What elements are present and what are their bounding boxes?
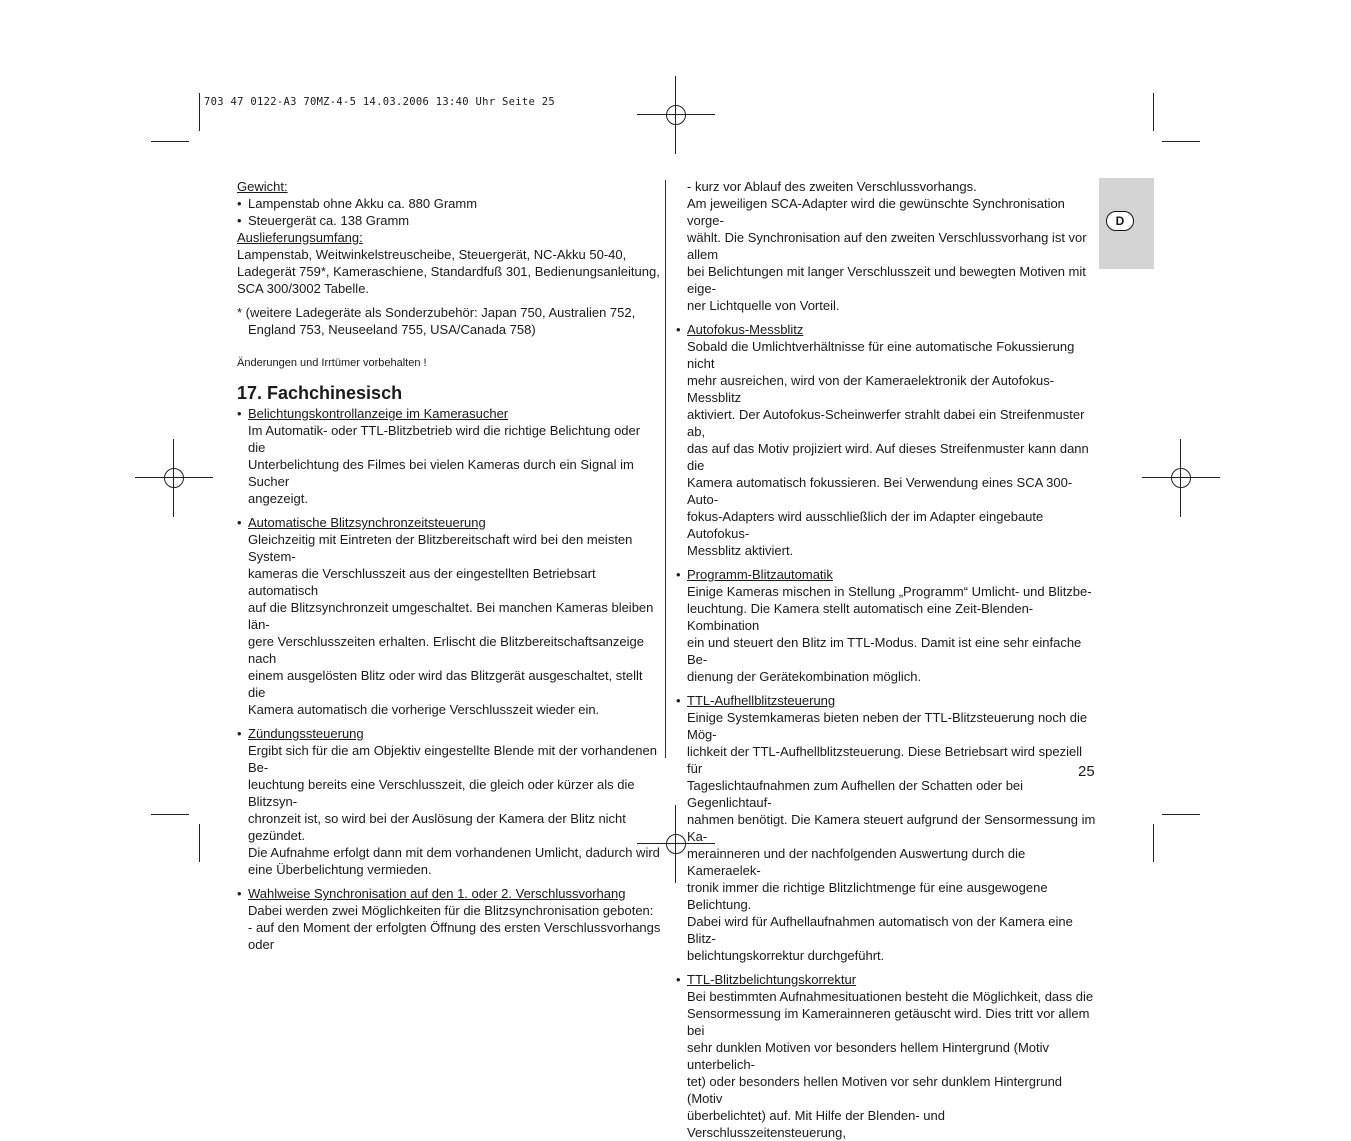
column-divider [665,180,666,758]
lieferumfang-line: Lampenstab, Weitwinkelstreuscheibe, Steuergerät, NC-Akku 50-40, [237,247,627,262]
crop-mark [199,824,200,862]
term-text: leuchtung bereits eine Verschlusszeit, die gleich oder kürzer als die Blitzsyn- [248,777,635,809]
term-label: Wahlweise Synchronisation auf den 1. oder 2. Verschlussvorhang [248,886,626,901]
term-text: chronzeit ist, so wird bei der Auslösung der Kamera der Blitz nicht gezündet. [248,811,626,843]
term-text: Einige Systemkameras bieten neben der TTL-Blitzsteuerung noch die Mög- [687,710,1088,742]
term-text: überbelichtet) auf. Mit Hilfe der Blenden- und Verschlusszeitensteuerung, [687,1108,945,1140]
term-text: leuchtung. Die Kamera stellt automatisch eine Zeit-Blenden-Kombination [687,601,1034,633]
term-heading [676,566,1100,583]
term-text: einem ausgelösten Blitz oder wird das Blitzgerät ausgeschaltet, stellt die [248,668,643,700]
term-text: Dabei werden zwei Möglichkeiten für die Blitzsynchronisation geboten: [248,903,654,918]
section-title: 17. Fachchinesisch [237,383,403,403]
term-text: sehr dunklen Motiven vor besonders hellem Hintergrund (Motiv unterbelich- [687,1040,1050,1072]
term-text: das auf das Motiv projiziert wird. Auf dieses Streifenmuster kann dann die [687,441,1089,473]
term-text: nahmen benötigt. Die Kamera steuert aufgrund der Sensormessung im Ka- [687,812,1096,844]
continuation-text: ner Lichtquelle von Vorteil. [687,298,840,313]
term-text: Gleichzeitig mit Eintreten der Blitzbereitschaft wird bei den meisten System- [248,532,633,564]
term-text: - auf den Moment der erfolgten Öffnung des ersten Verschlussvorhangs oder [248,920,661,952]
term-text: Tageslichtaufnahmen zum Aufhellen der Schatten oder bei Gegenlichtauf- [687,778,1024,810]
continuation-text: - kurz vor Ablauf des zweiten Verschlussvorhangs. [687,179,977,194]
term-text: dienung der Gerätekombination möglich. [687,669,922,684]
term-text: Messblitz aktiviert. [687,543,794,558]
term-text: gere Verschlusszeiten erhalten. Erlischt die Blitzbereitschaftsanzeige nach [248,634,644,666]
crop-mark [1153,824,1154,862]
left-column [237,178,661,953]
term-heading [676,321,1100,338]
term-text: Kamera automatisch die vorherige Verschlusszeit wieder ein. [248,702,600,717]
print-slug: 703 47 0122-A3 70MZ-4-5 14.03.2006 13:40 Uhr Seite 25 [204,96,555,108]
term-heading [237,405,661,422]
term-text: Einige Kameras mischen in Stellung „Programm“ Umlicht- und Blitzbe- [687,584,1092,599]
term-text: auf die Blitzsynchronzeit umgeschaltet. Bei manchen Kameras bleiben län- [248,600,654,632]
term-text: tet) oder besonders hellen Motiven vor sehr dunklem Hintergrund (Motiv [687,1074,1063,1106]
term-text: merainneren und der nachfolgenden Auswertung durch die Kameraelek- [687,846,1026,878]
term-text: eine Überbelichtung vermieden. [248,862,432,877]
disclaimer: Änderungen und Irrtümer vorbehalten ! [237,357,427,369]
term-text: belichtungskorrektur durchgeführt. [687,948,885,963]
term-label: Belichtungskontrollanzeige im Kamerasucher [248,406,509,421]
term-text: angezeigt. [248,491,308,506]
right-column [676,178,1100,1141]
footnote-line: * (weitere Ladegeräte als Sonderzubehör: Japan 750, Australien 752, [237,305,636,320]
registration-mark-icon [135,439,213,517]
gewicht-item: • Steuergerät ca. 138 Gramm [237,212,661,229]
gewicht-heading: Gewicht: [237,179,288,194]
term-heading [237,885,661,902]
term-label: Zündungssteuerung [248,726,364,741]
term-text: Ergibt sich für die am Objektiv eingestellte Blende mit der vorhandenen Be- [248,743,657,775]
term-text: fokus-Adapters wird ausschließlich der im Adapter eingebaute Autofokus- [687,509,1044,541]
crop-mark [1153,93,1154,131]
term-text: ein und steuert den Blitz im TTL-Modus. Damit ist eine sehr einfache Be- [687,635,1082,667]
lieferumfang-line: Ladegerät 759*, Kameraschiene, Standardfuß 301, Bedienungsanleitung, [237,264,660,279]
registration-mark-icon [1142,439,1220,517]
term-text: mehr ausreichen, wird von der Kameraelektronik der Autofokus-Messblitz [687,373,1055,405]
lieferumfang-heading: Auslieferungsumfang: [237,230,363,245]
crop-mark [199,93,200,131]
term-label: TTL-Blitzbelichtungskorrektur [687,972,857,987]
term-label: Automatische Blitzsynchronzeitsteuerung [248,515,486,530]
lieferumfang-line: SCA 300/3002 Tabelle. [237,281,370,296]
term-heading [676,971,1100,988]
term-text: kameras die Verschlusszeit aus der eingestellten Betriebsart automatisch [248,566,596,598]
term-text: Im Automatik- oder TTL-Blitzbetrieb wird die richtige Belichtung oder die [248,423,641,455]
term-text: Dabei wird für Aufhellaufnahmen automatisch von der Kamera eine Blitz- [687,914,1073,946]
footnote-line: England 753, Neuseeland 755, USA/Canada 758) [248,322,536,337]
continuation-text: wählt. Die Synchronisation auf den zweiten Verschlussvorhang ist vor allem [687,230,1087,262]
term-label: Programm-Blitzautomatik [687,567,833,582]
term-label: TTL-Aufhellblitzsteuerung [687,693,836,708]
crop-mark [1162,141,1200,142]
term-text: Kamera automatisch fokussieren. Bei Verwendung eines SCA 300-Auto- [687,475,1073,507]
term-text: Bei bestimmten Aufnahmesituationen besteht die Möglichkeit, dass die [687,989,1094,1004]
term-text: Sobald die Umlichtverhältnisse für eine automatische Fokussierung nicht [687,339,1075,371]
term-text: Sensormessung im Kamerainneren getäuscht wird. Dies tritt vor allem bei [687,1006,1090,1038]
registration-mark-icon [637,76,715,154]
language-tab [1099,178,1154,269]
term-text: lichkeit der TTL-Aufhellblitzsteuerung. Diese Betriebsart wird speziell für [687,744,1082,776]
page-number: 25 [1078,763,1095,780]
crop-mark [151,141,189,142]
term-label: Autofokus-Messblitz [687,322,804,337]
term-heading [676,692,1100,709]
continuation-text: Am jeweiligen SCA-Adapter wird die gewünschte Synchronisation vorge- [687,196,1065,228]
crop-mark [151,814,189,815]
term-text: Die Aufnahme erfolgt dann mit dem vorhandenen Umlicht, dadurch wird [248,845,660,860]
term-text: aktiviert. Der Autofokus-Scheinwerfer strahlt dabei ein Streifenmuster ab, [687,407,1085,439]
continuation-text: bei Belichtungen mit langer Verschlusszeit und bewegten Motiven mit eige- [687,264,1086,296]
language-badge: D [1106,211,1134,231]
term-heading [237,514,661,531]
gewicht-item: • Lampenstab ohne Akku ca. 880 Gramm [237,195,661,212]
term-text: tronik immer die richtige Blitzlichtmenge für eine ausgewogene Belichtung. [687,880,1048,912]
crop-mark [1162,814,1200,815]
term-heading [237,725,661,742]
term-text: Unterbelichtung des Filmes bei vielen Kameras durch ein Signal im Sucher [248,457,634,489]
